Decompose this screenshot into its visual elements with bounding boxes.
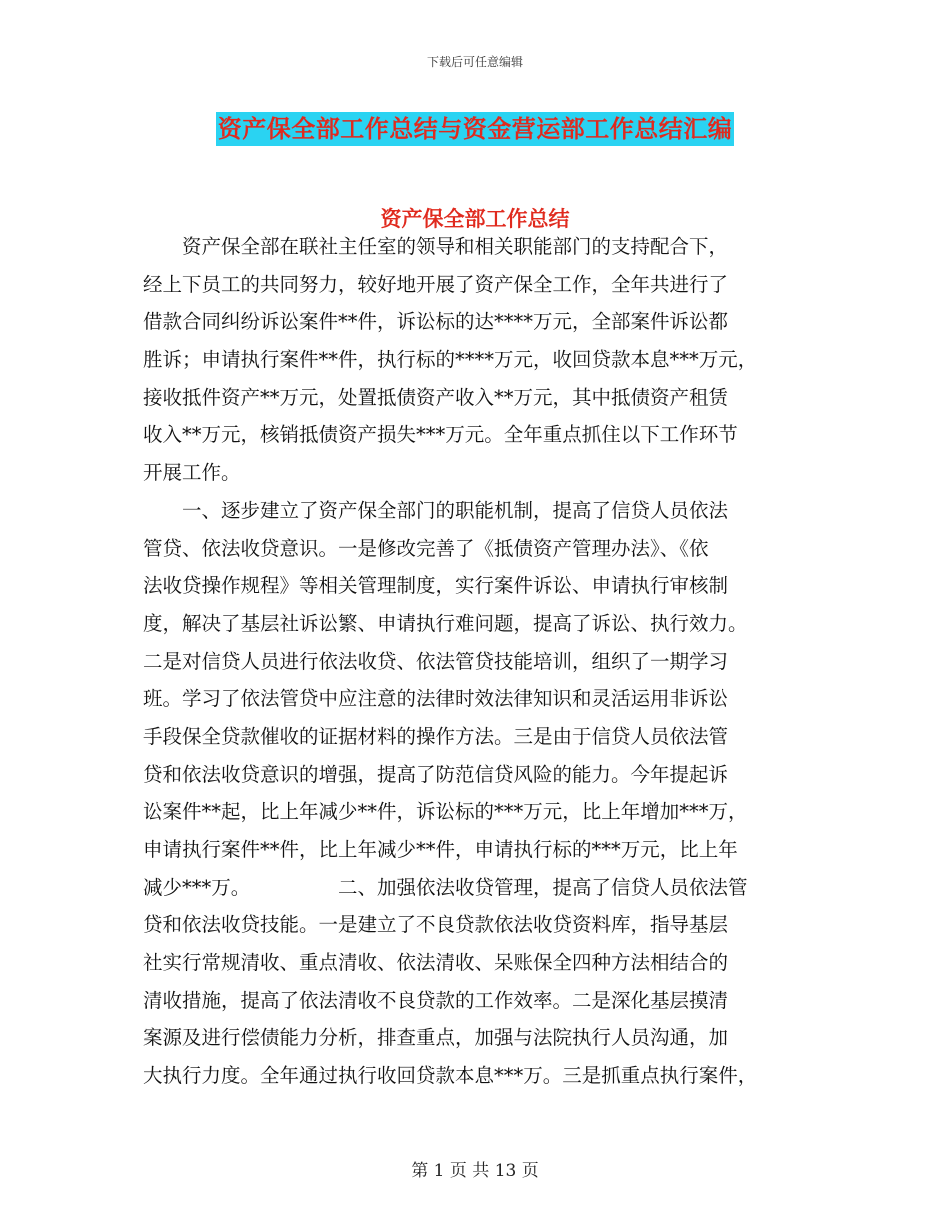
- text-line: 接收抵件资产**万元，处置抵债资产收入**万元，其中抵债资产租赁: [143, 385, 729, 409]
- text-line: 借款合同纠纷诉讼案件**件，诉讼标的达****万元，全部案件诉讼都: [143, 310, 729, 334]
- document-title-text: 资产保全部工作总结与资金营运部工作总结汇编: [216, 112, 735, 146]
- document-title: [0, 112, 950, 146]
- text-line: 清收措施，提高了依法清收不良贷款的工作效率。二是深化基层摸清: [143, 988, 729, 1012]
- text-line: 资产保全部在联社主任室的领导和相关职能部门的支持配合下，: [143, 235, 729, 258]
- text-line: 二是对信贷人员进行依法收贷、依法管贷技能培训，组织了一期学习: [143, 649, 729, 673]
- text-line: 讼案件**起，比上年减少**件，诉讼标的***万元，比上年增加***万，: [143, 800, 748, 824]
- text-line: 贷和依法收贷意识的增强，提高了防范信贷风险的能力。今年提起诉: [143, 762, 729, 786]
- text-line: 手段保全贷款催收的证据材料的操作方法。三是由于信贷人员依法管: [143, 724, 729, 748]
- text-line: 胜诉；申请执行案件**件，执行标的****万元，收回贷款本息***万元，: [143, 348, 758, 372]
- header-note: 下载后可任意编辑: [426, 55, 523, 69]
- text-line: 减少***万。 二、加强依法收贷管理，提高了信贷人员依法管: [143, 875, 748, 899]
- text-line: 贷和依法收贷技能。一是建立了不良贷款依法收贷资料库，指导基层: [143, 913, 729, 937]
- text-line: 法收贷操作规程》等相关管理制度，实行案件诉讼、申请执行审核制: [143, 574, 729, 598]
- page-footer: 第 1 页 共 13 页: [411, 1161, 539, 1181]
- text-line: 申请执行案件**件，比上年减少**件，申请执行标的***万元，比上年: [143, 838, 738, 861]
- text-line: 案源及进行偿债能力分析，排查重点，加强与法院执行人员沟通，加: [143, 1026, 729, 1050]
- text-line: 班。学习了依法管贷中应注意的法律时效法律知识和灵活运用非诉讼: [143, 687, 729, 711]
- text-line: 开展工作。: [143, 461, 241, 485]
- text-line: 收入**万元，核销抵债资产损失***万元。全年重点抓住以下工作环节: [143, 423, 738, 447]
- body-text: [143, 228, 813, 1095]
- text-line: 社实行常规清收、重点清收、依法清收、呆账保全四种方法相结合的: [143, 951, 729, 975]
- text-line: 度，解决了基层社诉讼繁、申请执行难问题，提高了诉讼、执行效力。: [143, 611, 748, 635]
- text-line: 经上下员工的共同努力，较好地开展了资产保全工作，全年共进行了: [143, 272, 729, 296]
- text-line: 管贷、依法收贷意识。一是修改完善了《抵债资产管理办法》、《依: [143, 536, 709, 560]
- text-line: 大执行力度。全年通过执行收回贷款本息***万。三是抓重点执行案件，: [143, 1064, 758, 1088]
- section-title: 资产保全部工作总结: [380, 206, 570, 231]
- text-line: 一、逐步建立了资产保全部门的职能机制，提高了信贷人员依法: [143, 498, 729, 522]
